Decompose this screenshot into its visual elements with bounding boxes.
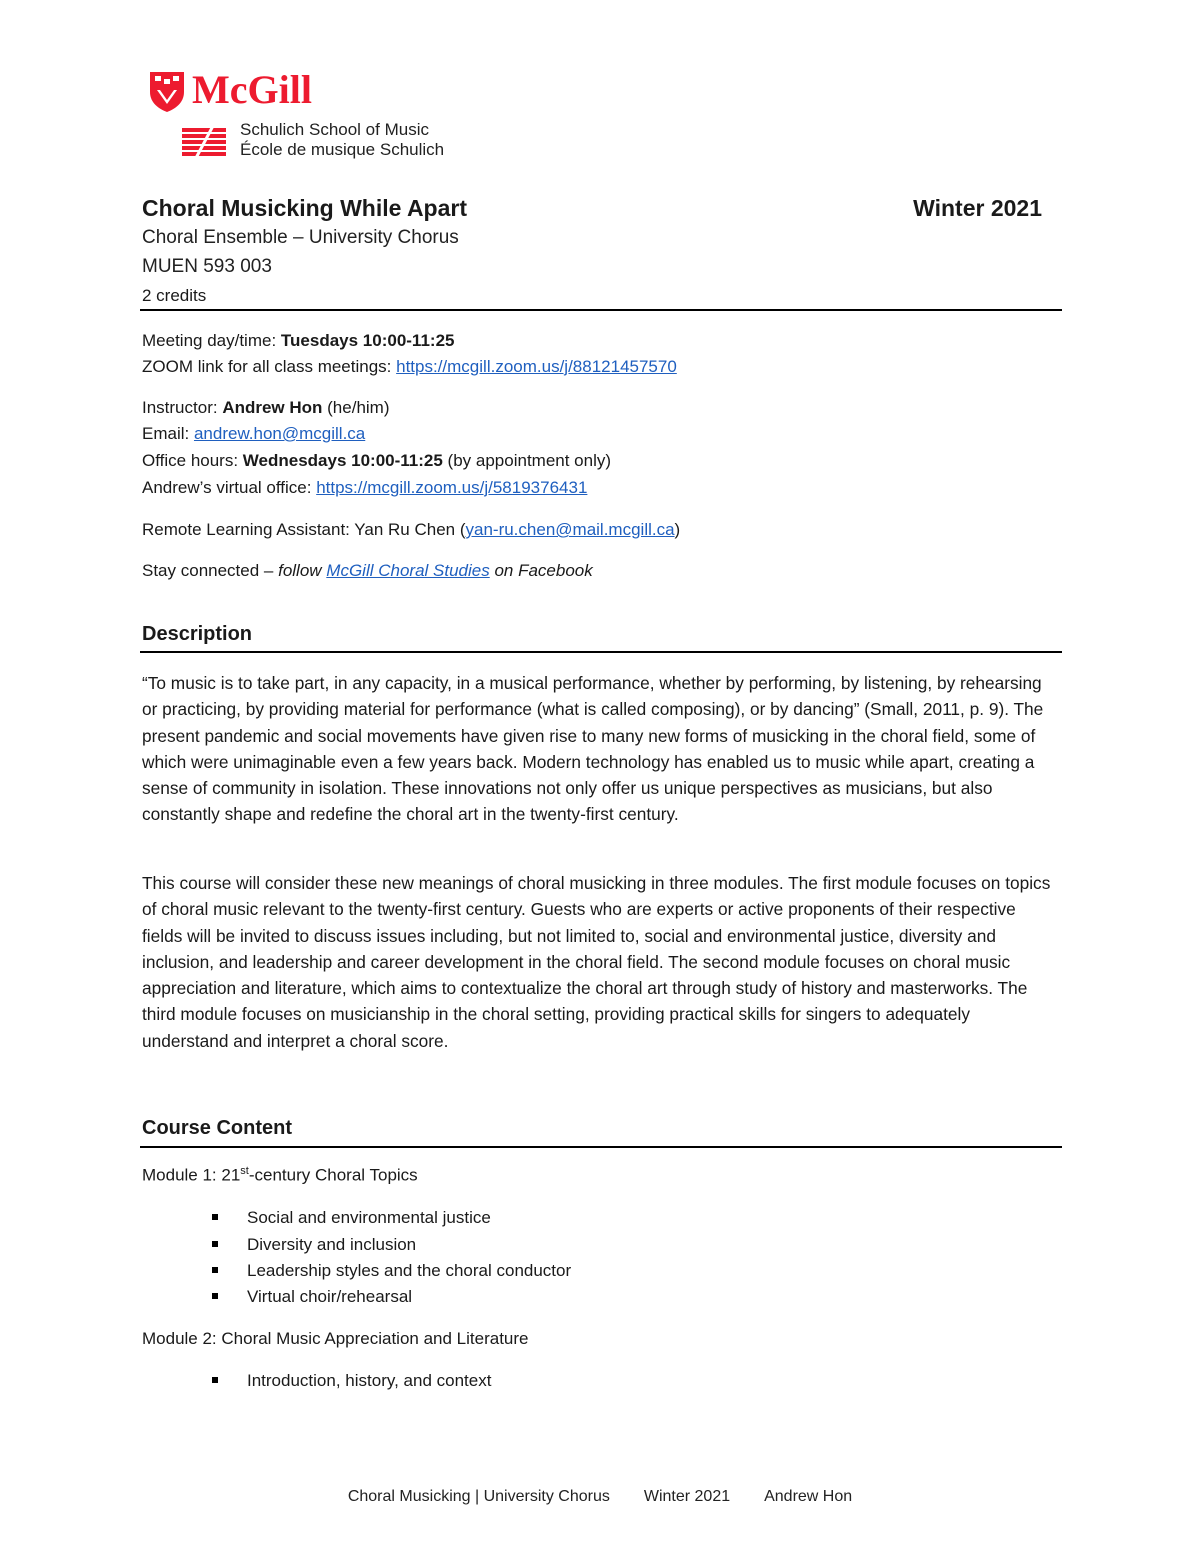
description-divider <box>140 651 1062 653</box>
stay-follow: follow <box>278 561 327 580</box>
virtual-office-line <box>142 478 587 498</box>
course-term: Winter 2021 <box>913 195 1042 221</box>
office-note: (by appointment only) <box>442 451 612 470</box>
bullet-icon <box>212 1377 218 1383</box>
footer-course: Choral Musicking | University Chorus <box>347 1488 610 1505</box>
zoom-line <box>142 357 677 377</box>
list-item-text: Virtual choir/rehearsal <box>247 1287 413 1306</box>
footer-term: Winter 2021 <box>643 1488 731 1505</box>
bullet-icon <box>212 1293 218 1299</box>
module-1-prefix: Module 1: 21 <box>142 1165 241 1185</box>
list-item-text: Diversity and inclusion <box>247 1235 417 1254</box>
logo-school-fr: École de musique Schulich <box>240 140 445 159</box>
rla-email-link[interactable]: yan-ru.chen@mail.mcgill.ca <box>465 520 675 539</box>
mcgill-schulich-logo <box>148 67 468 165</box>
course-credits: 2 credits <box>142 286 207 305</box>
facebook-link[interactable]: McGill Choral Studies <box>326 561 490 580</box>
rla-line <box>142 520 680 540</box>
list-item-text: Social and environmental justice <box>247 1208 491 1227</box>
list-item-text: Introduction, history, and context <box>247 1371 492 1390</box>
virtual-office-link[interactable]: https://mcgill.zoom.us/j/5819376431 <box>316 478 588 497</box>
list-item <box>212 1261 571 1281</box>
stay-prefix: Stay connected – <box>142 561 279 580</box>
header-divider <box>140 309 1062 311</box>
stay-suffix: on Facebook <box>489 561 593 580</box>
meeting-value: Tuesdays 10:00-11:25 <box>280 331 455 350</box>
list-item <box>212 1235 416 1255</box>
course-content-divider <box>140 1146 1062 1148</box>
rla-label: Remote Learning Assistant: Yan Ru Chen ( <box>142 520 466 539</box>
office-hours-line <box>142 451 611 471</box>
description-paragraph-1: “To music is to take part, in any capacity, in a musical performance, whether by performing, by listening, by rehearsing or practicing, by providing material for performance (what is called composing), or by dancing” (Small, 2011, p. 9). The present pandemic and social movements have given rise to many new forms of musicking in the choral field, some of which were unimaginable even a few years back. Modern technology has enabled us to music while apart, creating a sense of community in isolation. These innovations not only offer us unique perspectives as musicians, but also constantly shape and redefine the choral art in the twenty-first century. <box>142 673 1044 825</box>
instructor-line <box>142 398 390 418</box>
module-2-title: Module 2: Choral Music Appreciation and Literature <box>142 1329 529 1348</box>
instructor-name: Andrew Hon <box>222 398 323 417</box>
description-heading: Description <box>142 623 253 645</box>
list-item <box>212 1287 412 1307</box>
stay-connected-line <box>142 561 593 581</box>
zoom-link[interactable]: https://mcgill.zoom.us/j/88121457570 <box>396 357 677 376</box>
logo-school-en: Schulich School of Music <box>240 120 429 139</box>
instructor-pronouns: (he/him) <box>322 398 390 417</box>
description-paragraph-2: This course will consider these new meanings of choral musicking in three modules. The first module focuses on topics of choral music relevant to the twenty-first century. Guests who are experts or active proponents of their respective fields will be invited to discuss issues including, but not limited to, social and environmental justice, diversity and inclusion, and leadership and career development in the choral field. The second module focuses on choral music appreciation and literature, which aims to contextualize the choral art through study of history and masterworks. The third module focuses on musicianship in the choral setting, providing practical skills for singers to adequately understand and interpret a choral score. <box>142 873 1051 1051</box>
page-footer <box>0 1488 1200 1506</box>
bullet-icon <box>212 1267 218 1273</box>
list-item-text: Leadership styles and the choral conductor <box>247 1261 572 1280</box>
email-line <box>142 424 365 444</box>
module-1-sup: st <box>240 1165 249 1177</box>
meeting-time <box>142 331 454 351</box>
logo-university-name: McGill <box>192 67 312 112</box>
module-1-title <box>142 1165 418 1186</box>
office-label: Office hours: <box>142 451 243 470</box>
bullet-icon <box>212 1241 218 1247</box>
bullet-icon <box>212 1214 218 1220</box>
course-code: MUEN 593 003 <box>142 256 272 277</box>
office-value: Wednesdays 10:00-11:25 <box>242 451 443 470</box>
virtual-office-label: Andrew’s virtual office: <box>142 478 317 497</box>
list-item <box>212 1208 491 1228</box>
ensemble-name: Choral Ensemble – University Chorus <box>142 227 459 248</box>
email-label: Email: <box>142 424 194 443</box>
course-title: Choral Musicking While Apart <box>142 195 468 221</box>
instructor-label: Instructor: <box>142 398 223 417</box>
meeting-label: Meeting day/time: <box>142 331 281 350</box>
rla-close: ) <box>674 520 681 539</box>
list-item <box>212 1371 491 1391</box>
module-1-suffix: -century Choral Topics <box>248 1165 418 1185</box>
course-content-heading: Course Content <box>142 1117 292 1139</box>
zoom-label: ZOOM link for all class meetings: <box>142 357 397 376</box>
footer-instructor: Andrew Hon <box>764 1488 853 1505</box>
email-link[interactable]: andrew.hon@mcgill.ca <box>193 424 366 443</box>
